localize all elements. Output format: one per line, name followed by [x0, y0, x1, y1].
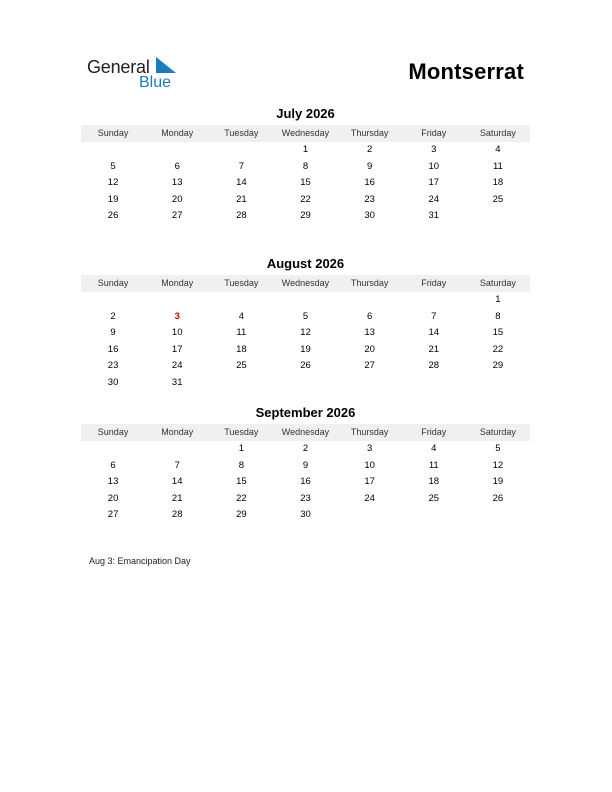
day-cell: 9	[110, 327, 116, 338]
day-cell: 25	[428, 492, 440, 504]
day-cell: 24	[171, 360, 183, 371]
day-cell: 2	[110, 310, 116, 322]
weekday-label: Monday	[161, 128, 194, 138]
day-cell: 23	[107, 360, 119, 371]
day-cell: 17	[364, 476, 375, 487]
day-cell: 12	[492, 459, 504, 471]
day-cell: 26	[300, 360, 311, 371]
day-cell: 29	[236, 509, 247, 520]
day-cell: 1	[495, 294, 501, 305]
day-cell	[402, 507, 466, 524]
day-cell: 27	[171, 210, 183, 221]
day-cell: 12	[107, 177, 119, 188]
logo-general-text: General	[87, 57, 150, 77]
weekday-label: Sunday	[97, 278, 129, 288]
day-cell: 2	[366, 144, 373, 155]
day-cell	[402, 292, 466, 309]
day-cell: 20	[107, 492, 119, 504]
weekday-header-row	[81, 275, 530, 292]
day-cell	[145, 142, 209, 159]
day-cell: 18	[492, 177, 504, 188]
day-cell: 20	[171, 193, 183, 205]
day-cell	[466, 375, 530, 392]
day-cell	[209, 142, 273, 159]
day-cell: 6	[366, 310, 373, 322]
week-row	[81, 375, 530, 392]
day-cell: 19	[492, 476, 504, 487]
weekday-label: Tuesday	[224, 427, 259, 437]
month-september	[81, 405, 530, 524]
day-cell: 24	[428, 193, 440, 205]
day-cell	[273, 375, 337, 392]
week-row	[81, 159, 530, 176]
week-row	[81, 491, 530, 508]
week-row	[81, 474, 530, 491]
week-row	[81, 192, 530, 209]
month-august	[81, 256, 530, 391]
day-cell: 8	[495, 310, 501, 322]
day-cell: 10	[428, 160, 440, 172]
day-cell: 29	[492, 360, 504, 371]
day-cell: 16	[300, 476, 311, 487]
day-cell: 6	[174, 160, 180, 172]
weekday-header-row	[81, 125, 530, 142]
day-cell: 18	[236, 343, 247, 355]
week-row	[81, 342, 530, 359]
day-cell: 10	[364, 459, 375, 471]
day-cell: 1	[302, 144, 309, 155]
day-cell: 3	[366, 443, 373, 454]
day-cell: 7	[174, 459, 180, 471]
brand-logo	[87, 55, 187, 95]
week-row	[81, 358, 530, 375]
day-cell: 30	[107, 376, 119, 388]
day-cell: 22	[492, 343, 504, 355]
day-cell: 2	[302, 443, 309, 454]
weekday-label: Wednesday	[281, 128, 330, 138]
day-cell: 13	[364, 327, 375, 338]
day-cell: 23	[300, 492, 311, 504]
weekday-label: Monday	[161, 278, 194, 288]
day-cell: 9	[366, 160, 373, 172]
day-cell: 21	[171, 492, 183, 504]
day-cell: 14	[428, 327, 440, 338]
month-title: August 2026	[266, 256, 345, 271]
day-cell	[209, 292, 273, 309]
logo-triangle-icon	[156, 57, 176, 73]
day-cell: 19	[300, 343, 311, 355]
day-cell: 1	[238, 443, 244, 454]
weekday-label: Friday	[421, 278, 447, 288]
day-cell: 13	[107, 476, 119, 487]
weekday-label: Tuesday	[224, 128, 259, 138]
day-cell	[81, 441, 145, 458]
week-row	[81, 309, 530, 326]
month-title: July 2026	[276, 106, 335, 121]
day-cell	[402, 375, 466, 392]
week-row	[81, 325, 530, 342]
day-cell: 29	[300, 210, 311, 221]
weekday-label: Friday	[421, 427, 447, 437]
weekday-label: Friday	[421, 128, 447, 138]
week-row	[81, 441, 530, 458]
day-cell: 22	[236, 492, 247, 504]
day-cell	[466, 507, 530, 524]
month-title: September 2026	[255, 405, 356, 420]
day-cell: 11	[428, 459, 439, 471]
weekday-label: Wednesday	[281, 278, 330, 288]
weekday-label: Saturday	[479, 278, 516, 288]
day-cell: 14	[171, 476, 183, 487]
day-cell: 9	[302, 459, 309, 471]
day-cell: 15	[236, 476, 247, 487]
day-cell: 28	[236, 210, 247, 221]
day-cell: 11	[236, 327, 247, 338]
day-cell	[273, 292, 337, 309]
day-cell: 26	[492, 492, 504, 504]
day-cell: 28	[428, 360, 440, 371]
day-cell: 31	[171, 376, 183, 388]
day-cell: 27	[364, 360, 375, 371]
weekday-label: Thursday	[350, 427, 389, 437]
day-cell: 18	[428, 476, 440, 487]
day-cell: 4	[238, 310, 244, 322]
day-cell: 5	[110, 160, 116, 172]
weekday-label: Sunday	[97, 427, 129, 437]
week-row	[81, 292, 530, 309]
day-cell: 15	[492, 327, 504, 338]
week-row	[81, 458, 530, 475]
day-cell: 19	[107, 193, 119, 205]
day-cell	[466, 208, 530, 225]
day-cell: 7	[431, 310, 437, 322]
holiday-day-cell: 3	[174, 310, 180, 322]
country-title: Montserrat	[408, 59, 524, 84]
day-cell	[338, 375, 402, 392]
day-cell: 28	[171, 509, 183, 520]
day-cell: 27	[107, 509, 119, 520]
week-row	[81, 175, 530, 192]
day-cell	[209, 375, 273, 392]
weekday-label: Thursday	[350, 278, 389, 288]
day-cell: 5	[495, 443, 501, 454]
day-cell: 22	[300, 193, 311, 205]
day-cell: 14	[236, 177, 247, 188]
logo-blue-text: Blue	[139, 74, 172, 91]
day-cell	[145, 292, 209, 309]
weekday-label: Monday	[161, 427, 194, 437]
day-cell: 6	[110, 459, 116, 471]
week-row	[81, 208, 530, 225]
day-cell	[81, 142, 145, 159]
day-cell: 26	[107, 210, 119, 221]
weekday-label: Sunday	[97, 128, 129, 138]
day-cell: 17	[171, 343, 183, 355]
day-cell: 21	[236, 193, 247, 205]
day-cell: 12	[300, 327, 311, 338]
day-cell: 4	[495, 144, 501, 155]
day-cell: 8	[302, 160, 309, 172]
day-cell	[81, 292, 145, 309]
day-cell: 13	[171, 177, 183, 188]
day-cell: 24	[364, 492, 375, 504]
weekday-label: Thursday	[350, 128, 389, 138]
day-cell	[338, 292, 402, 309]
day-cell: 17	[428, 177, 440, 188]
day-cell: 30	[300, 509, 311, 520]
day-cell: 21	[428, 343, 440, 355]
weekday-label: Saturday	[479, 427, 516, 437]
day-cell	[145, 441, 209, 458]
day-cell: 30	[364, 210, 375, 221]
day-cell: 16	[364, 177, 375, 188]
week-row	[81, 507, 530, 524]
day-cell: 15	[300, 177, 311, 188]
holiday-note: Aug 3: Emancipation Day	[89, 556, 191, 566]
weekday-label: Saturday	[479, 128, 516, 138]
day-cell: 16	[107, 343, 119, 355]
holiday-notes	[89, 556, 191, 566]
day-cell: 20	[364, 343, 375, 355]
day-cell: 11	[492, 160, 503, 172]
day-cell: 25	[492, 193, 504, 205]
day-cell	[338, 507, 402, 524]
day-cell: 23	[364, 193, 375, 205]
day-cell: 7	[238, 160, 244, 172]
day-cell: 3	[431, 144, 437, 155]
week-row	[81, 142, 530, 159]
day-cell: 31	[428, 210, 440, 221]
day-cell: 5	[302, 310, 309, 322]
day-cell: 4	[431, 443, 437, 454]
weekday-label: Wednesday	[281, 427, 330, 437]
weekday-header-row	[81, 424, 530, 441]
day-cell: 25	[236, 360, 247, 371]
day-cell: 8	[238, 459, 244, 471]
month-july	[81, 106, 530, 225]
day-cell: 10	[171, 327, 183, 338]
weekday-label: Tuesday	[224, 278, 259, 288]
